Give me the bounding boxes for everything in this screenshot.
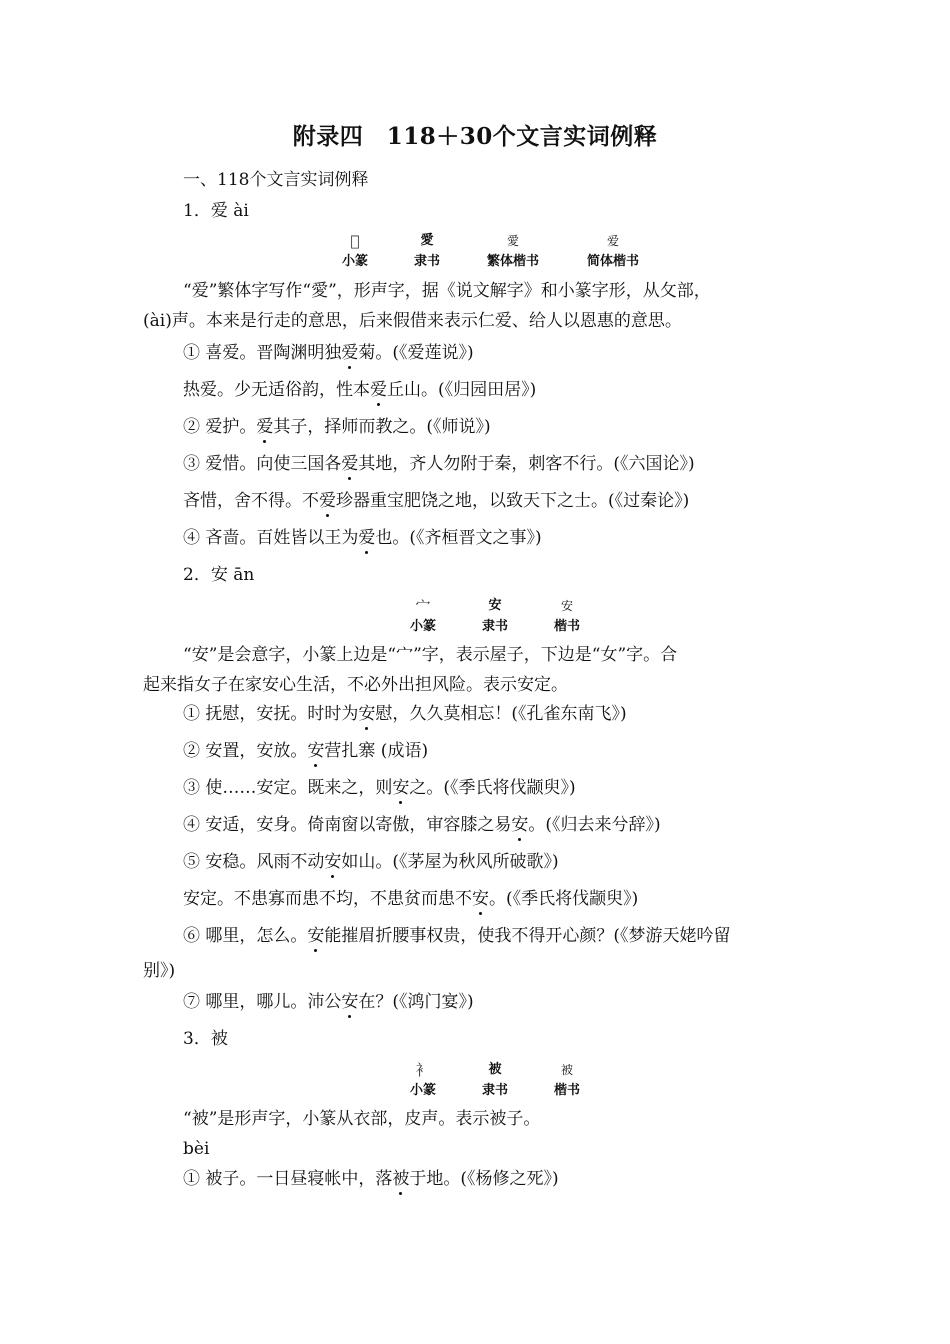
example-line: ① 被子。一日昼寝帐中，落被于地。(《杨修之死》) — [183, 1169, 559, 1189]
example-line: ② 安置，安放。安营扎寨 (成语) — [183, 741, 429, 761]
emphasis-char: 被 — [392, 1169, 410, 1189]
glyph-table — [387, 1058, 603, 1100]
example-line: ③ 使……安定。既来之，则安之。(《季氏将伐颛臾》) — [183, 778, 576, 798]
example-line: ② 爱护。爱其子，择师而教之。(《师说》) — [183, 417, 491, 437]
glyph-label: 繁体楷书 — [486, 254, 539, 269]
section-heading: 一、118个文言实词例释 — [183, 170, 369, 190]
clerical-glyph: 愛 — [420, 233, 434, 248]
seal-glyph: 衤 — [415, 1061, 431, 1079]
glyph-label: 楷书 — [553, 1083, 580, 1098]
example-line: ⑥ 哪里，怎么。安能摧眉折腰事权贵，使我不得开心颜？(《梦游天姥吟留 — [183, 926, 731, 946]
glyph-label: 小篆 — [409, 619, 436, 634]
seal-glyph: 𤔫 — [350, 232, 360, 250]
explanation-line: “被”是形声字，小篆从衣部，皮声。表示被子。 — [183, 1109, 541, 1129]
glyph-label: 小篆 — [341, 254, 368, 269]
example-line: ① 喜爱。晋陶渊明独爱菊。(《爱莲说》) — [183, 343, 474, 363]
emphasis-char: 爱 — [341, 454, 359, 474]
explanation-line: “爱”繁体字写作“愛”，形声字，据《说文解字》和小篆字形，从攵部， — [183, 281, 711, 301]
clerical-glyph: 被 — [488, 1062, 502, 1077]
regular-glyph: 被 — [560, 1063, 573, 1077]
glyph-table — [319, 229, 663, 271]
emphasis-char: 安 — [511, 815, 529, 835]
example-line: 热爱。少无适俗韵，性本爱丘山。(《归园田居》) — [183, 380, 537, 400]
entry-heading: 1．爱 ài — [183, 201, 249, 221]
example-line: 别》) — [143, 961, 176, 981]
explanation-line: (ài)声。本来是行走的意思，后来假借来表示仁爱、给人以恩惠的意思。 — [143, 311, 682, 331]
glyph-label: 小篆 — [409, 1083, 436, 1098]
emphasis-char: 安 — [341, 992, 359, 1012]
example-line: 吝惜，舍不得。不爱珍器重宝肥饶之地，以致天下之士。(《过秦论》) — [183, 491, 690, 511]
example-line: ④ 吝啬。百姓皆以王为爱也。(《齐桓晋文之事》) — [183, 528, 542, 548]
emphasis-char: 安 — [472, 889, 489, 909]
emphasis-char: 爱 — [256, 417, 274, 437]
regular-glyph: 安 — [560, 599, 573, 613]
example-line: 安定。不患寡而患不均，不患贫而患不安。(《季氏将伐颛臾》) — [183, 889, 639, 909]
emphasis-char: 爱 — [319, 491, 336, 511]
emphasis-char: 爱 — [341, 343, 359, 363]
glyph-label: 隶书 — [413, 254, 440, 269]
example-line: ③ 爱惜。向使三国各爱其地，齐人勿附于秦，刺客不行。(《六国论》) — [183, 454, 695, 474]
emphasis-char: 爱 — [358, 528, 376, 548]
page-title: 附录四 118＋30个文言实词例释 — [292, 123, 658, 150]
example-line: ① 抚慰，安抚。时时为安慰，久久莫相忘！(《孔雀东南飞》) — [183, 704, 627, 724]
emphasis-char: 安 — [324, 852, 342, 872]
emphasis-char: 安 — [307, 926, 325, 946]
example-line: ⑦ 哪里，哪儿。沛公安在？(《鸿门宴》) — [183, 992, 474, 1012]
clerical-glyph: 安 — [488, 598, 502, 613]
glyph-table — [387, 594, 603, 636]
example-line: ⑤ 安稳。风雨不动安如山。(《茅屋为秋风所破歌》) — [183, 852, 559, 872]
emphasis-char: 安 — [358, 704, 376, 724]
glyph-label: 隶书 — [481, 1083, 508, 1098]
emphasis-char: 爱 — [370, 380, 387, 400]
pinyin-line: bèi — [183, 1139, 210, 1159]
glyph-label: 简体楷书 — [586, 254, 639, 269]
explanation-line: “安”是会意字，小篆上边是“宀”字，表示屋子，下边是“女”字。合 — [183, 645, 678, 665]
example-line: ④ 安适，安身。倚南窗以寄傲，审容膝之易安。(《归去来兮辞》) — [183, 815, 661, 835]
explanation-line: 起来指女子在家安心生活，不必外出担风险。表示安定。 — [143, 675, 568, 695]
regular-glyph: 爱 — [606, 234, 619, 248]
seal-glyph: 宀 — [415, 597, 431, 615]
glyph-label: 隶书 — [481, 619, 508, 634]
entry-heading: 2．安 ān — [183, 565, 255, 585]
entry-heading: 3．被 — [183, 1029, 228, 1049]
emphasis-char: 安 — [392, 778, 410, 798]
regular-glyph: 愛 — [506, 234, 519, 248]
emphasis-char: 安 — [307, 741, 325, 761]
glyph-label: 楷书 — [553, 619, 580, 634]
